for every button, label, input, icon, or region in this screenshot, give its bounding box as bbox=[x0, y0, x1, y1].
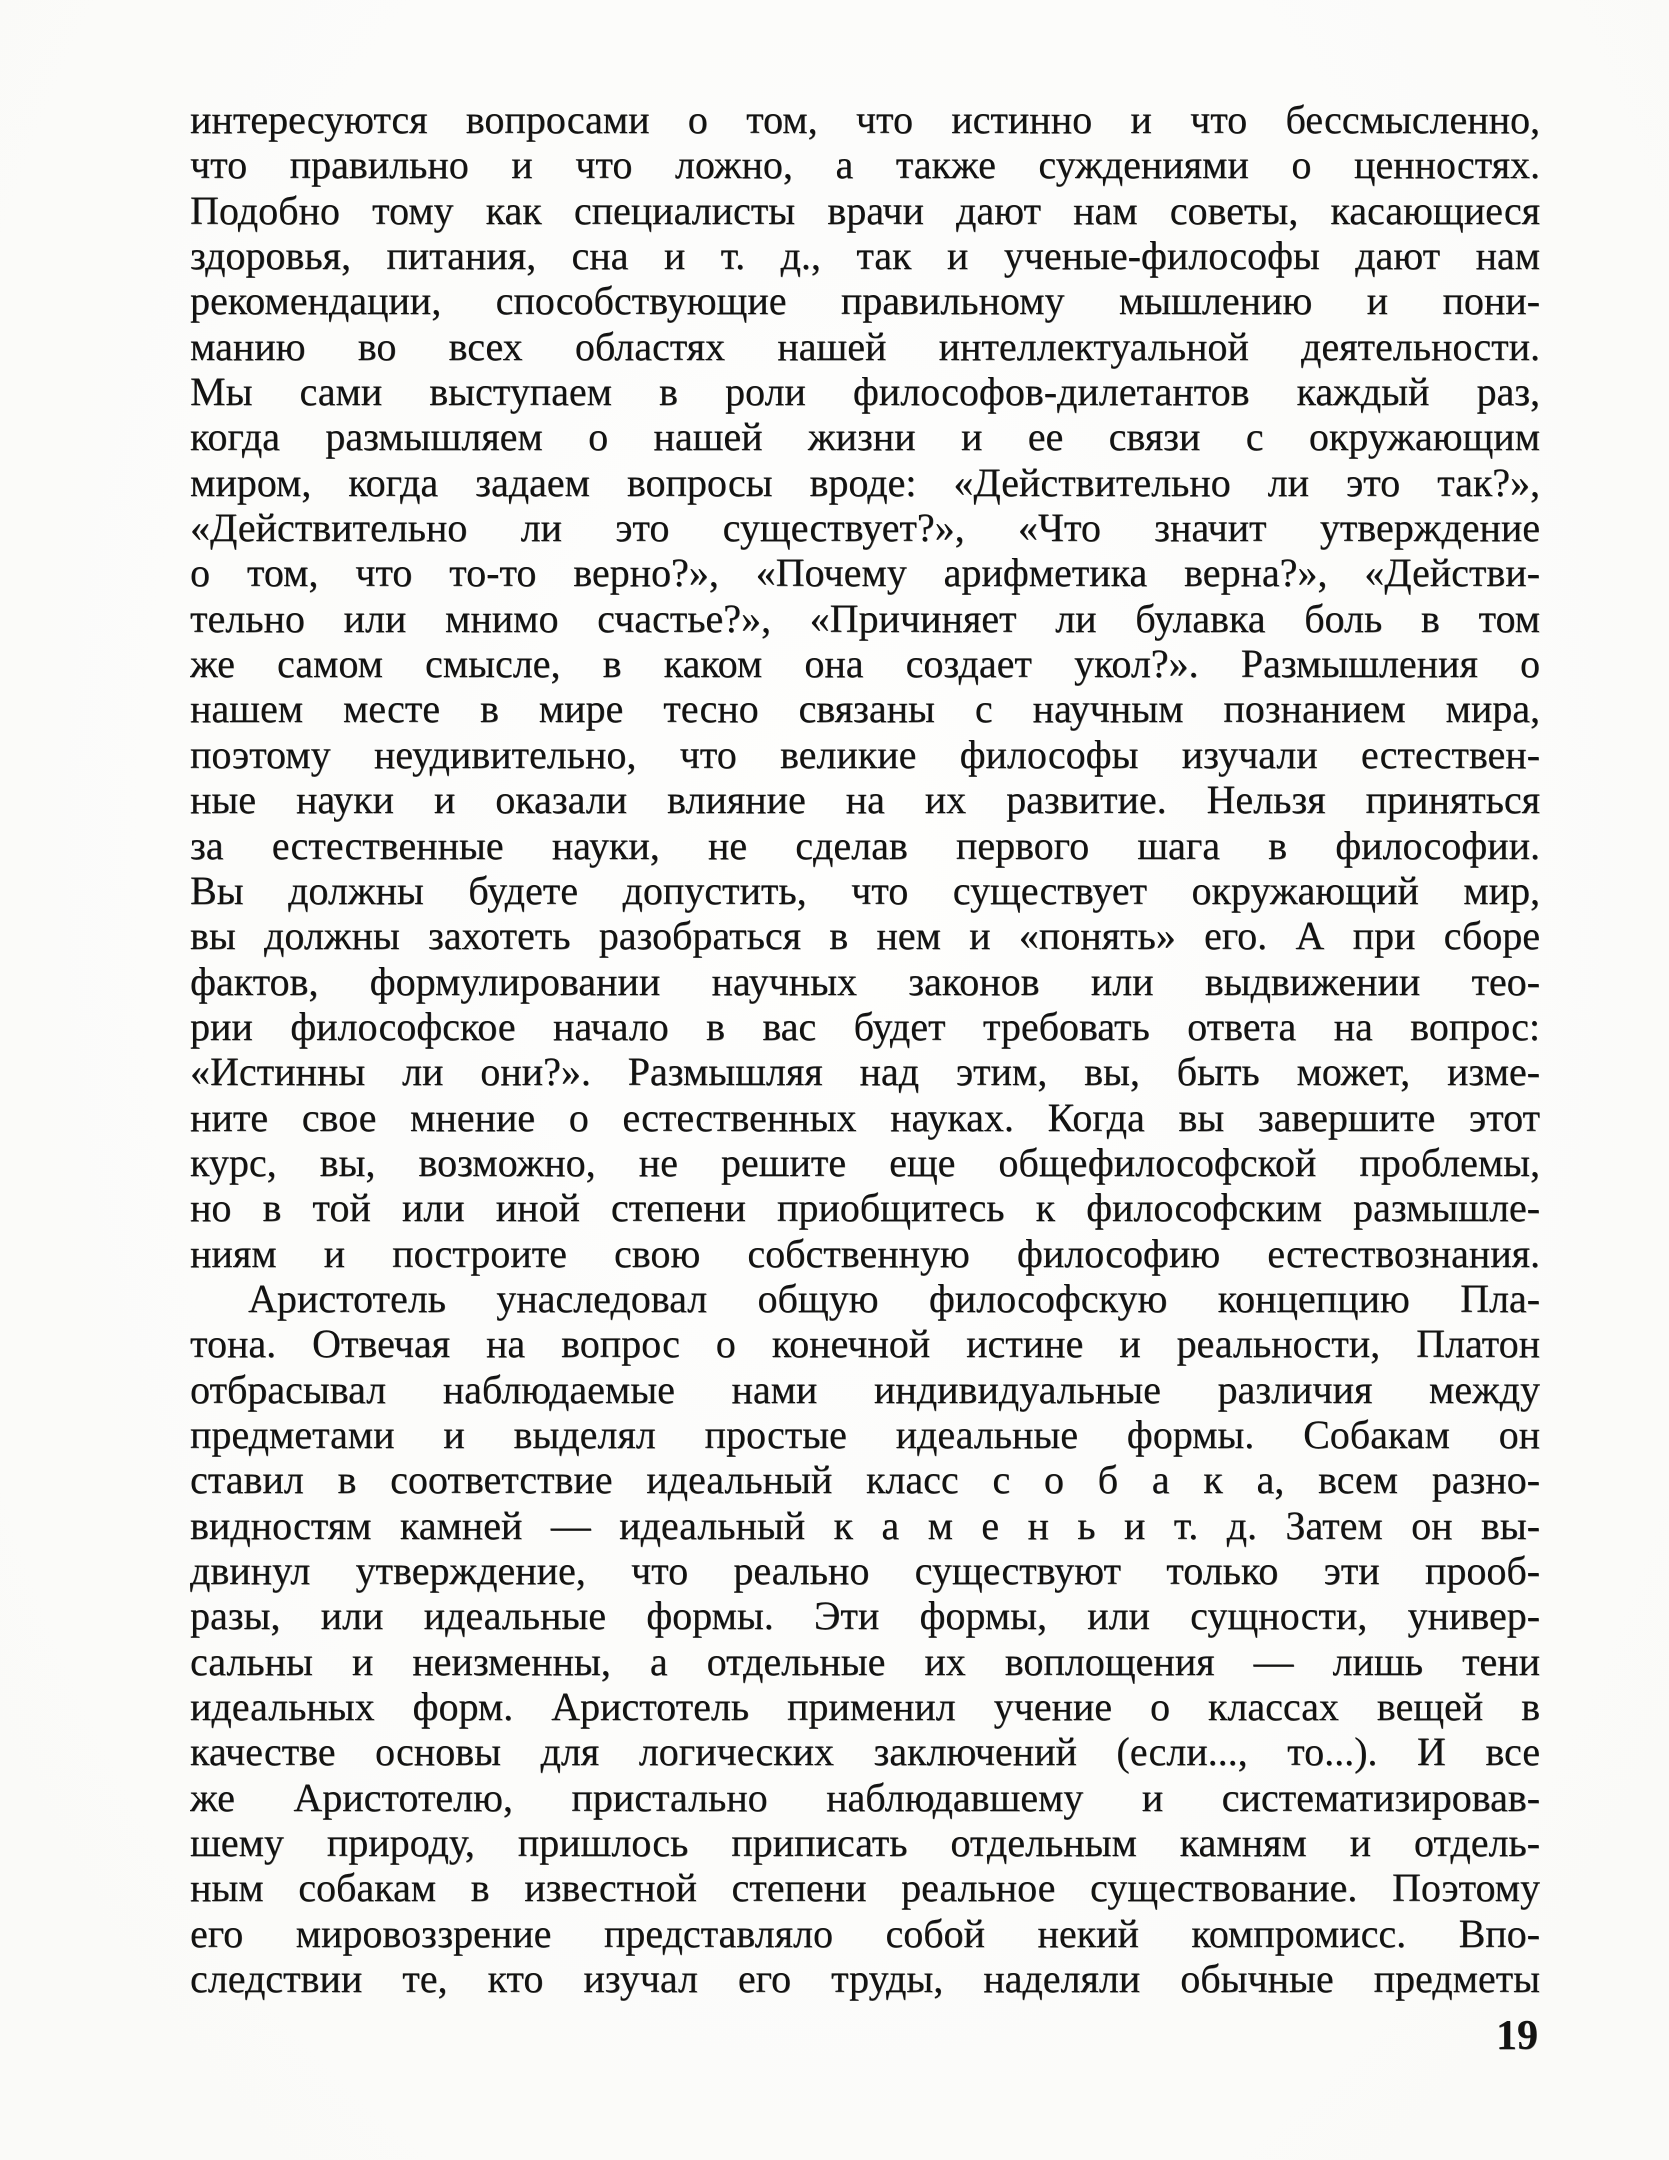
text-line: же самом смысле, в каком она создает укол?». Размышления о bbox=[190, 641, 1540, 687]
text-line: ным собакам в известной степени реальное существование. Поэтому bbox=[190, 1865, 1540, 1911]
text-line: тельно или мнимо счастье?», «Причиняет ли булавка боль в том bbox=[190, 595, 1540, 641]
text-line: Аристотель унаследовал общую философскую концепцию Пла- bbox=[248, 1275, 1540, 1321]
text-line: тона. Отвечая на вопрос о конечной истине и реальности, Платон bbox=[190, 1321, 1540, 1367]
text-line: курс, вы, возможно, не решите еще общефилософской проблемы, bbox=[190, 1139, 1540, 1185]
text-line: качестве основы для логических заключений (если..., то...). И все bbox=[190, 1729, 1540, 1775]
text-line: рии философское начало в вас будет требовать ответа на вопрос: bbox=[190, 1003, 1540, 1049]
text-line: вы должны захотеть разобраться в нем и «понять» его. А при сборе bbox=[190, 913, 1540, 959]
text-line: следствии те, кто изучал его труды, наделяли обычные предметы bbox=[190, 1956, 1540, 2002]
text-line: фактов, формулировании научных законов или выдвижении тео- bbox=[190, 958, 1540, 1004]
text-line: нашем месте в мире тесно связаны с научным познанием мира, bbox=[190, 686, 1540, 732]
text-line: Вы должны будете допустить, что существует окружающий мир, bbox=[190, 867, 1540, 913]
text-line: предметами и выделял простые идеальные формы. Собакам он bbox=[190, 1411, 1540, 1457]
text-line: «Истинны ли они?». Размышляя над этим, вы, быть может, изме- bbox=[190, 1049, 1540, 1095]
text-line: но в той или иной степени приобщитесь к философским размышле- bbox=[190, 1185, 1540, 1231]
text-line: манию во всех областях нашей интеллектуальной деятельности. bbox=[190, 323, 1540, 369]
text-line: ставил в соответствие идеальный класс с о б а к а, всем разно- bbox=[190, 1457, 1540, 1503]
text-line: Мы сами выступаем в роли философов-дилетантов каждый раз, bbox=[190, 369, 1540, 415]
text-line: что правильно и что ложно, а также суждениями о ценностях. bbox=[190, 142, 1540, 188]
page-number: 19 bbox=[1496, 2013, 1538, 2059]
text-line: рекомендации, способствующие правильному мышлению и пони- bbox=[190, 278, 1540, 324]
text-line: двинул утверждение, что реально существуют только эти прооб- bbox=[190, 1548, 1540, 1593]
text-line: видностям камней — идеальный к а м е н ь и т. д. Затем он вы- bbox=[190, 1502, 1540, 1548]
text-line: ные науки и оказали влияние на их развитие. Нельзя приняться bbox=[190, 777, 1540, 823]
text-line: сальны и неизменны, а отдельные их воплощения — лишь тени bbox=[190, 1638, 1540, 1684]
text-line: когда размышляем о нашей жизни и ее связи с окружающим bbox=[190, 414, 1540, 460]
text-line: ниям и построите свою собственную философию естествознания. bbox=[190, 1230, 1540, 1276]
text-line: «Действительно ли это существует?», «Что значит утверждение bbox=[190, 505, 1540, 551]
text-line: же Аристотелю, пристально наблюдавшему и систематизировав- bbox=[190, 1774, 1540, 1820]
text-line: ните свое мнение о естественных науках. Когда вы завершите этот bbox=[190, 1094, 1540, 1140]
text-line: его мировоззрение представляло собой некий компромисс. Впо- bbox=[190, 1910, 1540, 1956]
text-line: здоровья, питания, сна и т. д., так и ученые-философы дают нам bbox=[190, 233, 1540, 279]
text-line: идеальных форм. Аристотель применил учение о классах вещей в bbox=[190, 1684, 1540, 1730]
text-line: миром, когда задаем вопросы вроде: «Действительно ли это так?», bbox=[190, 459, 1540, 505]
text-line: о том, что то-то верно?», «Почему арифметика верна?», «Действи- bbox=[190, 550, 1540, 596]
text-line: интересуются вопросами о том, что истинно и что бессмысленно, bbox=[190, 97, 1540, 142]
text-line: за естественные науки, не сделав первого шага в философии. bbox=[190, 822, 1540, 868]
body-text bbox=[190, 97, 1540, 2001]
text-line: разы, или идеальные формы. Эти формы, или сущности, универ- bbox=[190, 1593, 1540, 1639]
text-line: Подобно тому как специалисты врачи дают нам советы, касающиеся bbox=[190, 187, 1540, 233]
text-line: поэтому неудивительно, что великие философы изучали естествен- bbox=[190, 731, 1540, 777]
text-line: отбрасывал наблюдаемые нами индивидуальные различия между bbox=[190, 1366, 1540, 1412]
text-line: шему природу, пришлось приписать отдельным камням и отдель- bbox=[190, 1820, 1540, 1866]
